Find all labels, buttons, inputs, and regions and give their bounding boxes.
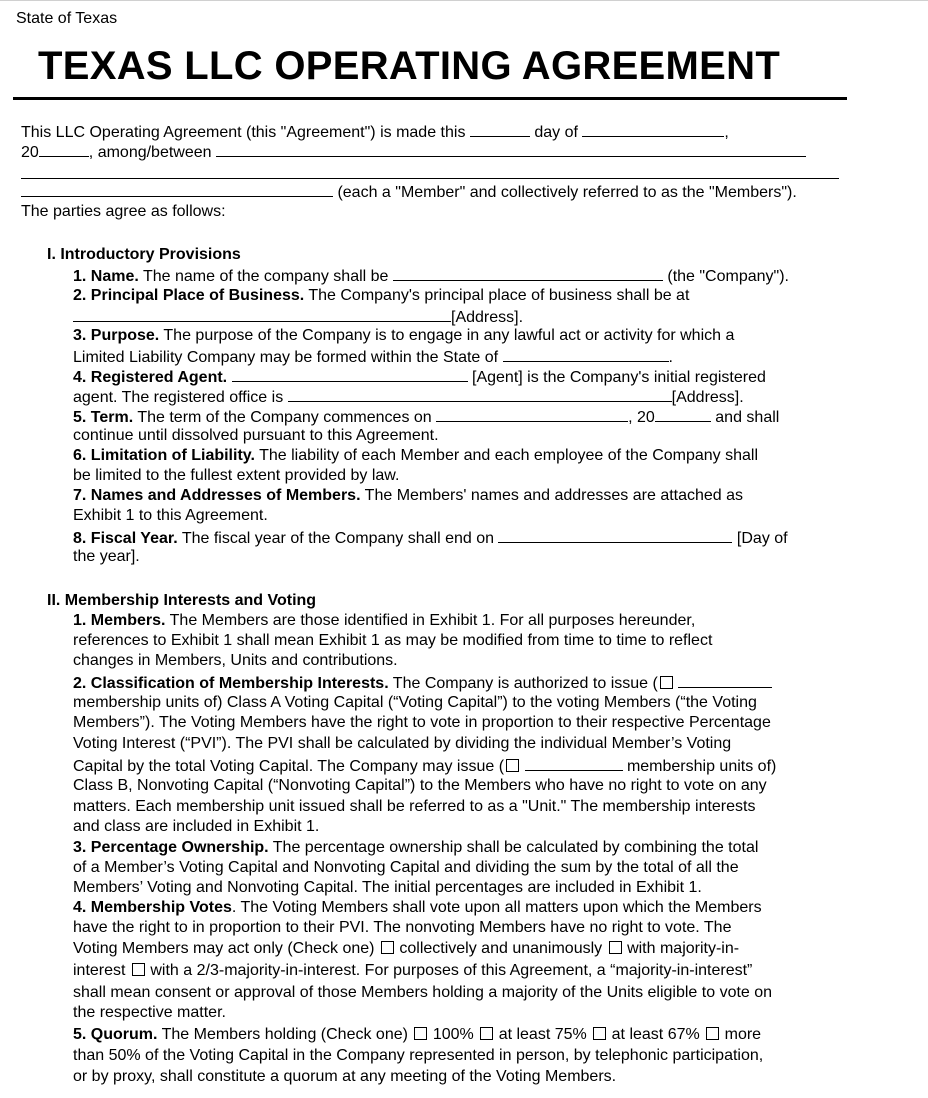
majority-checkbox[interactable] bbox=[609, 941, 622, 954]
classification-line-5: Capital by the total Voting Capital. The Company may issue ( membership units of) bbox=[73, 755, 776, 777]
provision-liability-line-2: be limited to the fullest extent provided by law. bbox=[73, 467, 400, 484]
year-field[interactable] bbox=[39, 141, 89, 157]
classification-line-6: Class B, Nonvoting Capital (“Nonvoting Capital”) to the Members who have no right to vote on any bbox=[73, 777, 767, 794]
term-year-field[interactable] bbox=[655, 406, 711, 422]
quorum-line-2: than 50% of the Voting Capital in the Company represented in person, by telephonic participation, bbox=[73, 1047, 764, 1064]
state-field[interactable] bbox=[503, 346, 669, 362]
quorum-100-checkbox[interactable] bbox=[414, 1027, 427, 1040]
month-field[interactable] bbox=[582, 121, 724, 137]
parties-field-1[interactable] bbox=[216, 141, 806, 157]
top-border bbox=[0, 0, 928, 1]
classification-line-2: membership units of) Class A Voting Capital (“Voting Capital”) to the voting Members (“the Voting bbox=[73, 694, 757, 711]
term-date-field[interactable] bbox=[436, 406, 628, 422]
provision-purpose-line-2: Limited Liability Company may be formed within the State of . bbox=[73, 346, 673, 368]
parties-field-2[interactable] bbox=[21, 163, 839, 179]
class-b-checkbox[interactable] bbox=[506, 759, 519, 772]
class-b-units-field[interactable] bbox=[525, 755, 623, 771]
provision-agent: 4. Registered Agent. [Agent] is the Company's initial registered bbox=[73, 366, 766, 388]
title-rule bbox=[13, 97, 847, 100]
votes-line-3: Voting Members may act only (Check one) collectively and unanimously with majority-in- bbox=[73, 940, 740, 957]
registered-office-field[interactable] bbox=[288, 386, 672, 402]
votes-line-6: the respective matter. bbox=[73, 1004, 226, 1021]
votes-line-4: interest with a 2/3-majority-in-interest. For purposes of this Agreement, a “majority-in-interest” bbox=[73, 962, 753, 979]
provision-fiscal: 8. Fiscal Year. The fiscal year of the Company shall end on [Day of bbox=[73, 527, 788, 549]
business-address-field[interactable] bbox=[73, 306, 451, 322]
members-clause: 1. Members. The Members are those identified in Exhibit 1. For all purposes hereunder, bbox=[73, 612, 696, 629]
votes-line-5: shall mean consent or approval of those Members holding a majority of the Units eligible to vote on bbox=[73, 984, 773, 1001]
section-2-heading: II. Membership Interests and Voting bbox=[47, 592, 317, 609]
members-clause-line-2: references to Exhibit 1 shall mean Exhibit 1 as may be modified from time to time to reflect bbox=[73, 632, 713, 649]
agent-field[interactable] bbox=[232, 366, 468, 382]
classification-line-4: Voting Interest (“PVI”). The PVI shall be calculated by dividing the individual Member’s Voting bbox=[73, 735, 732, 752]
document-title: TEXAS LLC OPERATING AGREEMENT bbox=[38, 44, 781, 88]
intro-line-1: This LLC Operating Agreement (this "Agreement") is made this day of , bbox=[21, 121, 729, 143]
members-clause-line-3: changes in Members, Units and contributions. bbox=[73, 652, 398, 669]
quorum-67-checkbox[interactable] bbox=[593, 1027, 606, 1040]
percentage-line-3: Members’ Voting and Nonvoting Capital. The initial percentages are included in Exhibit 1. bbox=[73, 879, 702, 896]
quorum-clause: 5. Quorum. The Members holding (Check one) 100% at least 75% at least 67% more bbox=[73, 1026, 762, 1043]
quorum-line-3: or by proxy, shall constitute a quorum at any meeting of the Voting Members. bbox=[73, 1068, 617, 1085]
percentage-line-2: of a Member’s Voting Capital and Nonvoting Capital and dividing the sum by the total of all the bbox=[73, 859, 739, 876]
class-a-units-field[interactable] bbox=[678, 672, 772, 688]
votes-line-2: have the right to in proportion to their PVI. The nonvoting Members have no right to vote. The bbox=[73, 919, 732, 936]
provision-liability: 6. Limitation of Liability. The liability of each Member and each employee of the Company shall bbox=[73, 447, 759, 464]
fiscal-year-end-field[interactable] bbox=[498, 527, 732, 543]
provision-term-line-2: continue until dissolved pursuant to this Agreement. bbox=[73, 427, 439, 444]
section-1-heading: I. Introductory Provisions bbox=[47, 246, 241, 263]
two-thirds-checkbox[interactable] bbox=[132, 963, 145, 976]
provision-names-line-2: Exhibit 1 to this Agreement. bbox=[73, 507, 268, 524]
intro-line-5: The parties agree as follows: bbox=[21, 203, 226, 220]
quorum-50-checkbox[interactable] bbox=[706, 1027, 719, 1040]
provision-term: 5. Term. The term of the Company commences on , 20 and shall bbox=[73, 406, 779, 428]
provision-agent-line-2: agent. The registered office is [Address]. bbox=[73, 386, 744, 408]
provision-purpose: 3. Purpose. The purpose of the Company is to engage in any lawful act or activity for which a bbox=[73, 327, 735, 344]
classification-line-3: Members”). The Voting Members have the right to vote in proportion to their respective Percentage bbox=[73, 714, 771, 731]
provision-name: 1. Name. The name of the company shall be (the "Company"). bbox=[73, 265, 789, 287]
class-a-checkbox[interactable] bbox=[660, 676, 673, 689]
percentage-clause: 3. Percentage Ownership. The percentage ownership shall be calculated by combining the total bbox=[73, 839, 759, 856]
day-field[interactable] bbox=[470, 121, 530, 137]
votes-clause: 4. Membership Votes. The Voting Members shall vote upon all matters upon which the Members bbox=[73, 899, 762, 916]
classification-clause: 2. Classification of Membership Interests. The Company is authorized to issue ( bbox=[73, 672, 772, 694]
unanimous-checkbox[interactable] bbox=[381, 941, 394, 954]
intro-line-2: 20 , among/between bbox=[21, 141, 806, 163]
provision-place-line-2: [Address]. bbox=[73, 306, 523, 328]
parties-field-3[interactable] bbox=[21, 181, 333, 197]
intro-line-4: (each a "Member" and collectively referred to as the "Members"). bbox=[21, 181, 797, 203]
provision-place: 2. Principal Place of Business. The Company's principal place of business shall be at bbox=[73, 287, 690, 304]
provision-names: 7. Names and Addresses of Members. The Members' names and addresses are attached as bbox=[73, 487, 744, 504]
quorum-75-checkbox[interactable] bbox=[480, 1027, 493, 1040]
state-label: State of Texas bbox=[16, 10, 118, 27]
provision-fiscal-line-2: the year]. bbox=[73, 548, 140, 565]
company-name-field[interactable] bbox=[393, 265, 663, 281]
classification-line-8: and class are included in Exhibit 1. bbox=[73, 818, 320, 835]
classification-line-7: matters. Each membership unit issued shall be referred to as a "Unit." The membership interests bbox=[73, 798, 756, 815]
